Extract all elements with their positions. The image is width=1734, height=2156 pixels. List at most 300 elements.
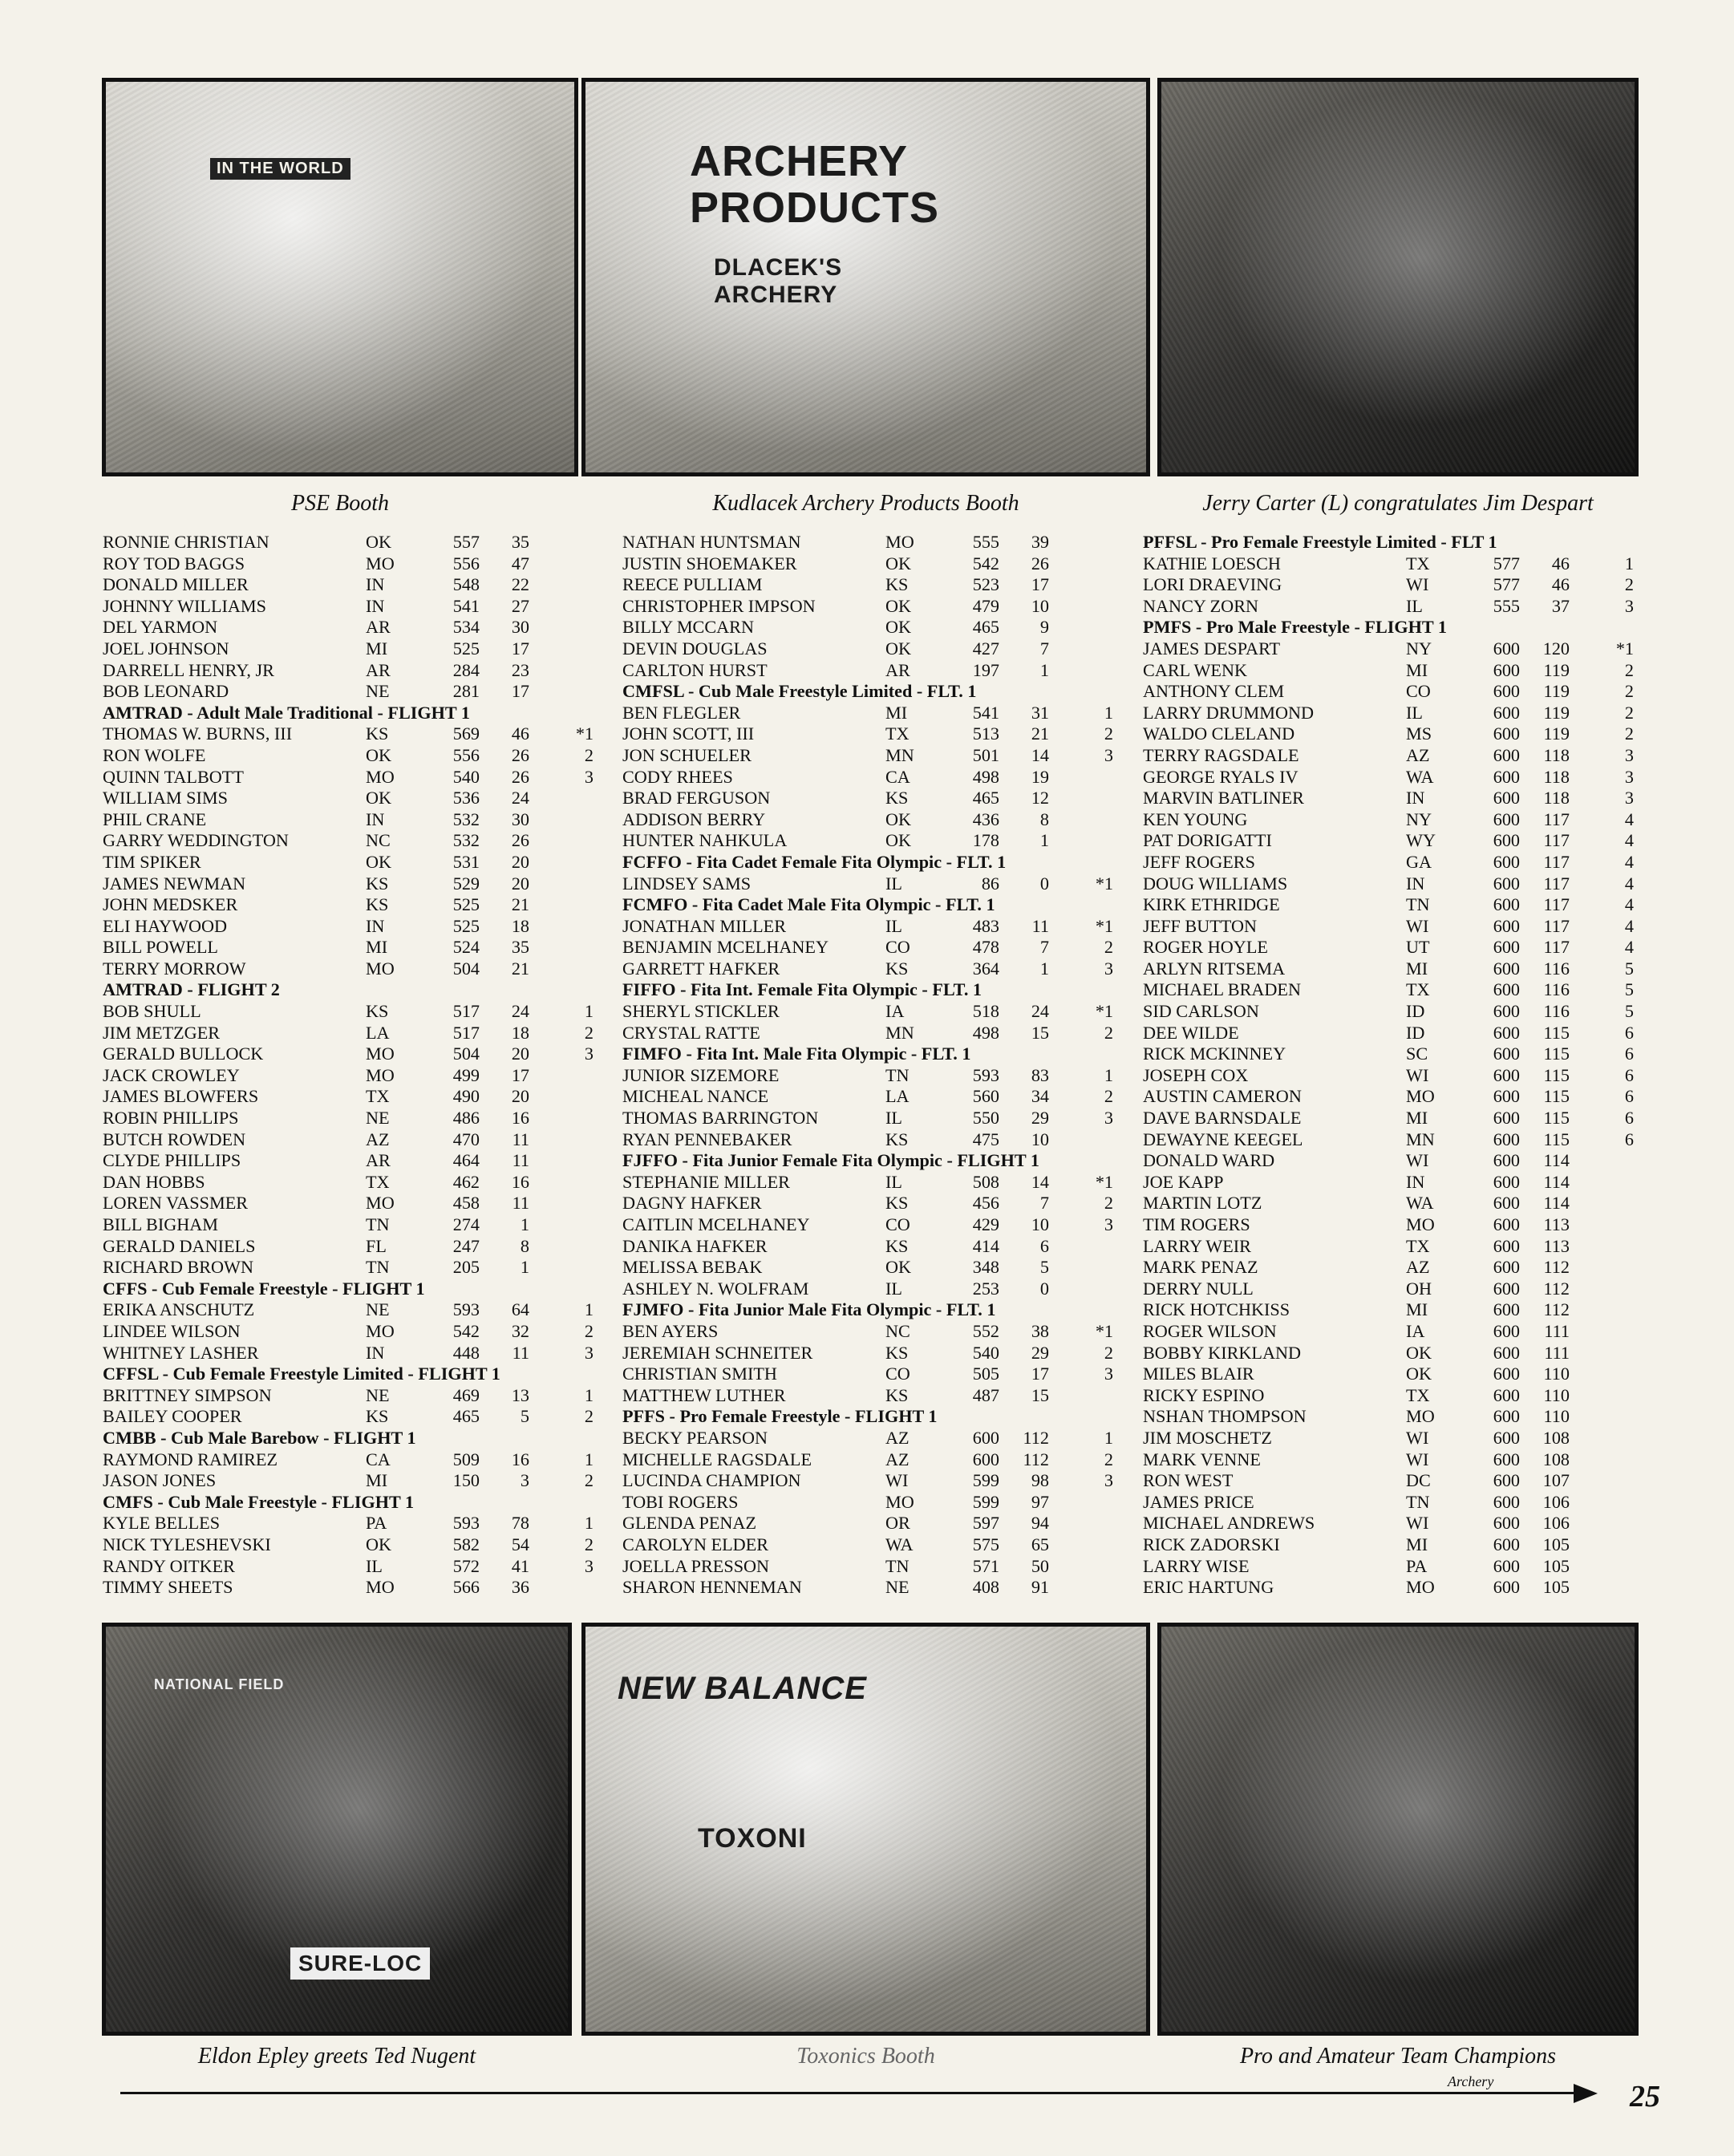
archer-place: *1 [1095, 873, 1113, 894]
archer-name: GERALD DANIELS [103, 1235, 256, 1256]
archer-x-count: 106 [1542, 1513, 1570, 1534]
archer-state: MN [885, 1022, 914, 1043]
photo-sign-text: TOXONI [698, 1823, 807, 1854]
archer-x-count: 115 [1543, 1044, 1570, 1064]
result-row [1143, 1385, 1656, 1407]
archer-place: 1 [1624, 553, 1634, 573]
archer-name: SHARON HENNEMAN [622, 1577, 802, 1598]
result-row [103, 1299, 616, 1321]
archer-x-count: 1 [520, 1257, 529, 1278]
result-row [622, 1086, 1136, 1108]
archer-name: TOBI ROGERS [622, 1491, 739, 1512]
archer-state: TX [1406, 553, 1430, 573]
photo-caption: Jerry Carter (L) congratulates Jim Despart [1202, 491, 1594, 516]
archer-name: JACK CROWLEY [103, 1064, 240, 1085]
archer-state: AR [366, 659, 391, 680]
archer-place: 5 [1624, 958, 1634, 979]
archer-place [529, 937, 594, 958]
archer-name: JON SCHUELER [622, 744, 752, 765]
archer-name: ROY TOD BAGGS [103, 553, 245, 573]
archer-state: CO [885, 1214, 910, 1234]
archer-name: TERRY MORROW [103, 958, 246, 979]
archer-state: IL [1406, 595, 1423, 616]
archer-x-count: 110 [1543, 1384, 1570, 1405]
archer-state: FL [366, 1235, 387, 1256]
archer-score: 600 [1493, 1278, 1520, 1299]
archer-state: WI [1406, 915, 1429, 936]
archer-score: 486 [452, 1108, 480, 1129]
archer-name: PHIL CRANE [103, 808, 207, 829]
archer-name: RONNIE CHRISTIAN [103, 532, 269, 552]
archer-name: LARRY DRUMMOND [1143, 702, 1315, 723]
result-row [103, 830, 616, 852]
archer-place [1049, 574, 1113, 596]
archer-state: MN [1406, 1129, 1435, 1149]
archer-name: JAMES NEWMAN [103, 873, 246, 894]
archer-score: 566 [452, 1577, 480, 1598]
archer-place: 2 [1104, 1086, 1113, 1107]
result-row [622, 703, 1136, 724]
archer-name: JASON JONES [103, 1470, 217, 1491]
archer-place: 1 [584, 1001, 594, 1022]
result-row [1143, 1492, 1656, 1514]
result-row [622, 809, 1136, 831]
archer-score: 548 [452, 574, 480, 595]
archer-x-count: 112 [1543, 1257, 1570, 1278]
result-row [103, 767, 616, 788]
archer-place [1570, 1513, 1634, 1534]
archer-name: BILL BIGHAM [103, 1214, 219, 1234]
archer-place: 4 [1624, 937, 1634, 958]
archer-score: 600 [1493, 894, 1520, 915]
archer-place: 1 [584, 1449, 594, 1469]
archer-x-count: 6 [1039, 1235, 1049, 1256]
archer-place: 2 [1104, 1449, 1113, 1469]
archer-name: BENJAMIN MCELHANEY [622, 937, 829, 958]
division-heading: AMTRAD - FLIGHT 2 [103, 979, 280, 1000]
archer-place [529, 1150, 594, 1172]
archer-score: 86 [981, 873, 999, 894]
archer-score: 575 [972, 1534, 999, 1554]
archer-x-count: 20 [511, 873, 529, 894]
archer-score: 508 [972, 1171, 999, 1192]
archer-place [1570, 1172, 1634, 1194]
archer-name: JEREMIAH SCHNEITER [622, 1342, 813, 1363]
archer-score: 593 [972, 1064, 999, 1085]
archer-name: LARRY WEIR [1143, 1235, 1251, 1256]
archer-name: JONATHAN MILLER [622, 915, 786, 936]
archer-x-count: 27 [511, 595, 529, 616]
archer-name: CODY RHEES [622, 766, 733, 787]
archer-state: IN [366, 1342, 385, 1363]
archer-x-count: 107 [1542, 1470, 1570, 1491]
result-row [103, 723, 616, 745]
archer-name: MATTHEW LUTHER [622, 1384, 786, 1405]
archer-x-count: 97 [1031, 1491, 1049, 1512]
archer-score: 599 [972, 1491, 999, 1512]
result-row [622, 1065, 1136, 1087]
archer-state: MO [366, 1577, 395, 1598]
archer-place [529, 1193, 594, 1214]
archer-place: 6 [1624, 1129, 1634, 1149]
photo-caption: Toxonics Booth [796, 2044, 935, 2069]
archer-state: AR [366, 1150, 391, 1171]
result-row [622, 532, 1136, 553]
archer-score: 597 [972, 1513, 999, 1534]
archer-state: ID [1406, 1001, 1425, 1022]
archer-x-count: 23 [511, 659, 529, 680]
archer-score: 498 [972, 1022, 999, 1043]
archer-state: IL [885, 1108, 902, 1129]
archer-score: 479 [972, 595, 999, 616]
division-heading: CFFSL - Cub Female Freestyle Limited - FLIGHT 1 [103, 1364, 500, 1384]
result-row [103, 681, 616, 703]
result-row [1143, 638, 1656, 660]
archer-name: REECE PULLIAM [622, 574, 763, 595]
result-row [622, 1385, 1136, 1407]
archer-score: 456 [972, 1193, 999, 1214]
archer-x-count: 105 [1542, 1534, 1570, 1554]
archer-x-count: 115 [1543, 1064, 1570, 1085]
result-row [622, 1279, 1136, 1300]
archer-x-count: 20 [511, 1044, 529, 1064]
archer-x-count: 20 [511, 1086, 529, 1107]
photo-sign-text: NEW BALANCE [618, 1671, 867, 1706]
archer-place: 3 [1104, 958, 1113, 979]
result-row [1143, 681, 1656, 703]
archer-x-count: 35 [511, 937, 529, 958]
result-row [1143, 1257, 1656, 1279]
archer-score: 600 [1493, 681, 1520, 702]
archer-x-count: 18 [511, 915, 529, 936]
archer-x-count: 113 [1543, 1235, 1570, 1256]
result-row [103, 1236, 616, 1258]
archer-score: 475 [972, 1129, 999, 1149]
result-row [622, 767, 1136, 788]
archer-name: JOHNNY WILLIAMS [103, 595, 266, 616]
archer-score: 504 [452, 1044, 480, 1064]
results-column-2 [622, 532, 1136, 1599]
result-row [103, 745, 616, 767]
archer-state: OK [885, 553, 912, 573]
archer-state: MI [366, 638, 388, 659]
archer-place: 1 [1104, 702, 1113, 723]
archer-state: LA [366, 1022, 390, 1043]
archer-score: 178 [972, 830, 999, 851]
archer-place: *1 [575, 723, 594, 744]
result-row [103, 894, 616, 916]
archer-name: WHITNEY LASHER [103, 1342, 259, 1363]
archer-name: BOB SHULL [103, 1001, 201, 1022]
archer-x-count: 113 [1543, 1214, 1570, 1234]
division-heading: PFFS - Pro Female Freestyle - FLIGHT 1 [622, 1406, 938, 1427]
result-row [622, 958, 1136, 980]
archer-score: 504 [452, 958, 480, 979]
archer-x-count: 117 [1543, 808, 1570, 829]
result-row [103, 1001, 616, 1023]
archer-score: 487 [972, 1384, 999, 1405]
archer-state: GA [1406, 851, 1432, 872]
archer-state: KS [366, 894, 389, 915]
archer-x-count: 24 [511, 1001, 529, 1022]
result-row [103, 1150, 616, 1172]
archer-place [1049, 788, 1113, 809]
archer-x-count: 30 [511, 808, 529, 829]
archer-state: KS [885, 1384, 909, 1405]
archer-place [529, 916, 594, 938]
archer-x-count: 24 [511, 788, 529, 808]
archer-place: 5 [1624, 979, 1634, 1000]
archer-place [529, 1065, 594, 1087]
photo-sign-text: ARCHERY PRODUCTS [690, 137, 940, 232]
archer-name: JEFF BUTTON [1143, 915, 1257, 936]
result-row [622, 1257, 1136, 1279]
archer-x-count: 116 [1543, 1001, 1570, 1022]
archer-name: CHRISTOPHER IMPSON [622, 595, 816, 616]
archer-state: WI [885, 1470, 909, 1491]
archer-score: 600 [1493, 1129, 1520, 1149]
archer-name: MARK VENNE [1143, 1449, 1261, 1469]
archer-name: BRITTNEY SIMPSON [103, 1384, 272, 1405]
archer-name: THOMAS W. BURNS, III [103, 723, 293, 744]
archer-place [529, 574, 594, 596]
archer-name: JOEL JOHNSON [103, 638, 229, 659]
archer-place: 1 [1104, 1427, 1113, 1448]
division-heading: CFFS - Cub Female Freestyle - FLIGHT 1 [103, 1278, 425, 1299]
archer-name: RON WOLFE [103, 744, 206, 765]
result-row [1143, 1299, 1656, 1321]
archer-x-count: 115 [1543, 1022, 1570, 1043]
result-row [1143, 979, 1656, 1001]
archer-x-count: 38 [1031, 1320, 1049, 1341]
result-row [622, 873, 1136, 895]
archer-place [529, 830, 594, 852]
archer-x-count: 108 [1542, 1427, 1570, 1448]
archer-state: IL [366, 1555, 383, 1576]
archer-score: 247 [452, 1235, 480, 1256]
archer-name: WILLIAM SIMS [103, 788, 228, 808]
archer-place: 6 [1624, 1086, 1634, 1107]
archer-state: SC [1406, 1044, 1428, 1064]
archer-x-count: 1 [1039, 659, 1049, 680]
archer-score: 464 [452, 1150, 480, 1171]
archer-state: NE [885, 1577, 910, 1598]
archer-x-count: 3 [520, 1470, 529, 1491]
result-row [103, 638, 616, 660]
archer-x-count: 46 [511, 723, 529, 744]
archer-state: MO [885, 1491, 914, 1512]
archer-name: ROGER HOYLE [1143, 937, 1268, 958]
archer-place: 3 [1624, 595, 1634, 616]
archer-score: 536 [452, 788, 480, 808]
archer-place [1570, 1534, 1634, 1556]
photo-sign-text: IN THE WORLD [210, 158, 350, 180]
result-row [1143, 660, 1656, 682]
result-row [622, 1364, 1136, 1385]
result-row [1143, 1577, 1656, 1599]
archer-x-count: 21 [511, 958, 529, 979]
archer-score: 600 [1493, 808, 1520, 829]
archer-score: 600 [1493, 1406, 1520, 1427]
archer-state: OK [885, 595, 912, 616]
result-row [103, 1172, 616, 1194]
archer-x-count: 47 [511, 553, 529, 573]
archer-place: 2 [584, 1534, 594, 1554]
archer-place: *1 [1095, 915, 1113, 936]
archer-x-count: 30 [511, 617, 529, 638]
archer-score: 490 [452, 1086, 480, 1107]
archer-score: 462 [452, 1171, 480, 1192]
archer-place [1049, 1534, 1113, 1556]
archer-place: 4 [1624, 808, 1634, 829]
archer-score: 150 [452, 1470, 480, 1491]
result-row [622, 1470, 1136, 1492]
archer-x-count: 10 [1031, 1129, 1049, 1149]
archer-place [1570, 1321, 1634, 1343]
result-row [622, 1023, 1136, 1044]
archer-name: GARRETT HAFKER [622, 958, 780, 979]
archer-state: TX [1406, 1235, 1430, 1256]
archer-score: 501 [972, 744, 999, 765]
archer-state: MI [1406, 1534, 1428, 1554]
archer-score: 600 [1493, 1044, 1520, 1064]
archer-place: 1 [1104, 1064, 1113, 1085]
archer-state: IL [1406, 702, 1423, 723]
archer-state: MI [1406, 659, 1428, 680]
archer-name: JAMES BLOWFERS [103, 1086, 259, 1107]
archer-place: 2 [584, 744, 594, 765]
result-row [103, 1449, 616, 1471]
archer-score: 600 [1493, 1064, 1520, 1085]
result-row [1143, 553, 1656, 575]
result-row [1143, 958, 1656, 980]
archer-score: 600 [1493, 1427, 1520, 1448]
archer-score: 600 [1493, 851, 1520, 872]
archer-x-count: 117 [1543, 873, 1570, 894]
division-heading: FCMFO - Fita Cadet Male Fita Olympic - FLT. 1 [622, 894, 995, 915]
result-row [1143, 1556, 1656, 1578]
archer-x-count: 46 [1551, 553, 1570, 573]
archer-state: TN [1406, 1491, 1430, 1512]
result-row [1143, 596, 1656, 618]
archer-state: OK [366, 788, 392, 808]
archer-x-count: 8 [1039, 808, 1049, 829]
archer-x-count: 1 [1039, 958, 1049, 979]
archer-place: 3 [1104, 1364, 1113, 1384]
archer-name: MICHELLE RAGSDALE [622, 1449, 812, 1469]
archer-name: PAT DORIGATTI [1143, 830, 1272, 851]
archer-place: 4 [1624, 851, 1634, 872]
archer-place [1049, 767, 1113, 788]
archer-state: IA [1406, 1320, 1425, 1341]
archer-score: 542 [452, 1320, 480, 1341]
archer-name: MICHEAL NANCE [622, 1086, 769, 1107]
result-row [622, 1172, 1136, 1194]
archer-place: 4 [1624, 894, 1634, 915]
archer-state: AZ [366, 1129, 390, 1149]
division-heading: FJMFO - Fita Junior Male Fita Olympic - FLT. 1 [622, 1299, 996, 1320]
archer-x-count: 110 [1543, 1364, 1570, 1384]
archer-x-count: 116 [1543, 958, 1570, 979]
result-row [103, 1321, 616, 1343]
archer-state: OK [1406, 1364, 1432, 1384]
archer-score: 532 [452, 808, 480, 829]
archer-name: MELISSA BEBAK [622, 1257, 763, 1278]
archer-state: MI [1406, 1299, 1428, 1320]
archer-place [529, 617, 594, 638]
archer-score: 600 [1493, 1171, 1520, 1192]
result-row [622, 1129, 1136, 1151]
archer-place [1049, 1513, 1113, 1534]
archer-state: WA [885, 1534, 914, 1554]
result-row [1143, 703, 1656, 724]
archer-place: 2 [584, 1470, 594, 1491]
archer-name: MICHAEL BRADEN [1143, 979, 1302, 1000]
archer-name: CLYDE PHILLIPS [103, 1150, 241, 1171]
archer-x-count: 12 [1031, 788, 1049, 808]
archer-name: LINDSEY SAMS [622, 873, 752, 894]
archer-state: OK [885, 1257, 912, 1278]
archer-place: 2 [1104, 937, 1113, 958]
archer-name: RON WEST [1143, 1470, 1234, 1491]
archer-name: BILLY MCCARN [622, 617, 754, 638]
archer-x-count: 17 [1031, 574, 1049, 595]
archer-name: DEVIN DOUGLAS [622, 638, 768, 659]
archer-score: 572 [452, 1555, 480, 1576]
archer-state: MN [885, 744, 914, 765]
archer-x-count: 18 [511, 1022, 529, 1043]
archer-x-count: 37 [1551, 595, 1570, 616]
archer-name: MILES BLAIR [1143, 1364, 1254, 1384]
photo-kudlacek-booth [581, 78, 1150, 476]
archer-state: TX [366, 1171, 390, 1192]
archer-state: AZ [1406, 1257, 1430, 1278]
archer-place [1049, 660, 1113, 682]
archer-x-count: 0 [1039, 1278, 1049, 1299]
archer-name: RAYMOND RAMIREZ [103, 1449, 278, 1469]
result-row [622, 1428, 1136, 1449]
archer-place [1570, 1150, 1634, 1172]
result-row [622, 1343, 1136, 1364]
archer-state: IN [366, 574, 385, 595]
archer-x-count: 118 [1543, 766, 1570, 787]
archer-score: 465 [972, 617, 999, 638]
archer-name: DAGNY HAFKER [622, 1193, 762, 1214]
archer-name: TIM SPIKER [103, 851, 201, 872]
result-row [1143, 852, 1656, 873]
archer-place: 5 [1624, 1001, 1634, 1022]
result-row [1143, 1428, 1656, 1449]
archer-name: DARRELL HENRY, JR [103, 659, 274, 680]
archer-place [1049, 532, 1113, 553]
archer-place [529, 1172, 594, 1194]
result-row [1143, 937, 1656, 958]
result-row [1143, 1023, 1656, 1044]
archer-place: 6 [1624, 1022, 1634, 1043]
archer-state: KS [366, 873, 389, 894]
archer-name: CAROLYN ELDER [622, 1534, 769, 1554]
archer-place [529, 553, 594, 575]
archer-place [1049, 1279, 1113, 1300]
archer-x-count: 8 [520, 1235, 529, 1256]
archer-state: MO [366, 1064, 395, 1085]
archer-place [1570, 1428, 1634, 1449]
archer-score: 600 [1493, 1320, 1520, 1341]
archer-state: OK [885, 830, 912, 851]
archer-score: 478 [972, 937, 999, 958]
result-row [103, 873, 616, 895]
archer-place [1570, 1470, 1634, 1492]
